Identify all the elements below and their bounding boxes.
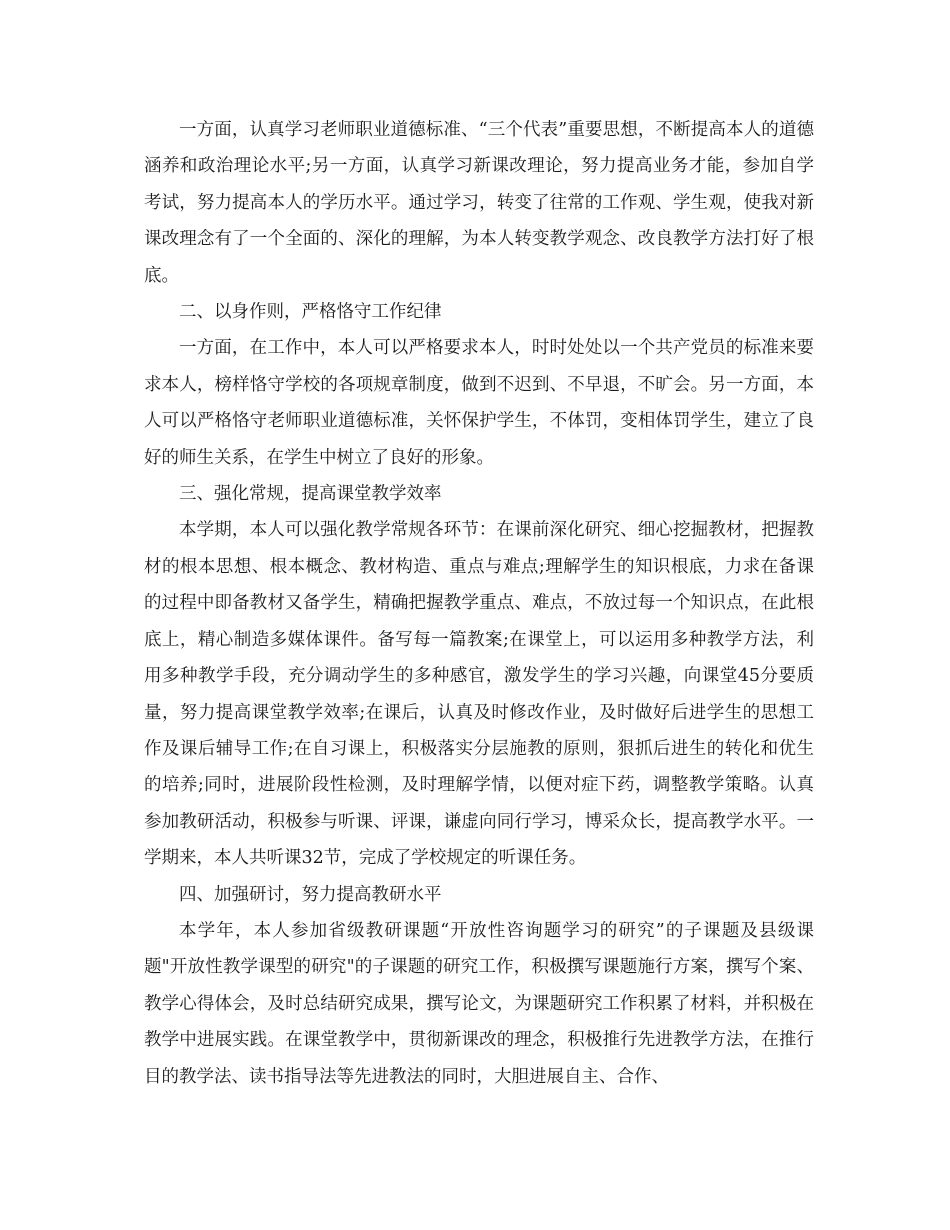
- section-heading-teaching: 三、强化常规，提高课堂教学效率: [179, 484, 442, 505]
- paragraph-research: 本学年，本人参加省级教研课题“开放性咨询题学习的研究”的子课题及县级课题"开放性教学课型的研究"的子课题的研究工作，积极撰写课题施行方案，撰写个案、教学心得体会，及时总结研究成果，撰写论文，为课题研究工作积累了材料，并积极在教学中进展实践。在课堂教学中，贯彻新课改的理念，积极推行先进教学方法，在推行目的教学法、读书指导法等先进教法的同时，大胆进展自主、合作、: [144, 920, 814, 1087]
- section-heading-research: 四、加强研讨，努力提高教研水平: [179, 884, 442, 905]
- document-body: [144, 112, 814, 1095]
- paragraph-study: 一方面，认真学习老师职业道德标准、“三个代表”重要思想，不断提高本人的道德涵养和政治理论水平;另一方面，认真学习新课改理论，努力提高业务才能，参加自学考试，努力提高本人的学历水平。通过学习，转变了往常的工作观、学生观，使我对新课改理念有了一个全面的、深化的理解，为本人转变教学观念、改良教学方法打好了根底。: [144, 120, 814, 286]
- paragraph-discipline: 一方面，在工作中，本人可以严格要求本人，时时处处以一个共产党员的标准来要求本人，榜样恪守学校的各项规章制度，做到不迟到、不早退，不旷会。另一方面，本人可以严格恪守老师职业道德标准，关怀保护学生，不体罚，变相体罚学生，建立了良好的师生关系，在学生中树立了良好的形象。: [144, 338, 814, 468]
- paragraph-teaching: 本学期，本人可以强化教学常规各环节：在课前深化研究、细心挖掘教材，把握教材的根本思想、根本概念、教材构造、重点与难点;理解学生的知识根底，力求在备课的过程中即备教材又备学生，精确把握教学重点、难点，不放过每一个知识点，在此根底上，精心制造多媒体课件。备写每一篇教案;在课堂上，可以运用多种教学方法，利用多种教学手段，充分调动学生的多种感官，激发学生的学习兴趣，向课堂45分要质量，努力提高课堂教学效率;在课后，认真及时修改作业，及时做好后进学生的思想工作及课后辅导工作;在自习课上，积极落实分层施教的原则，狠抓后进生的转化和优生的培养;同时，进展阶段性检测，及时理解学情，以便对症下药，调整教学策略。认真参加教研活动，积极参与听课、评课，谦虚向同行学习，博采众长，提高教学水平。一学期来，本人共听课32节，完成了学校规定的听课任务。: [144, 520, 814, 869]
- section-heading-discipline: 二、以身作则，严格恪守工作纪律: [179, 302, 442, 323]
